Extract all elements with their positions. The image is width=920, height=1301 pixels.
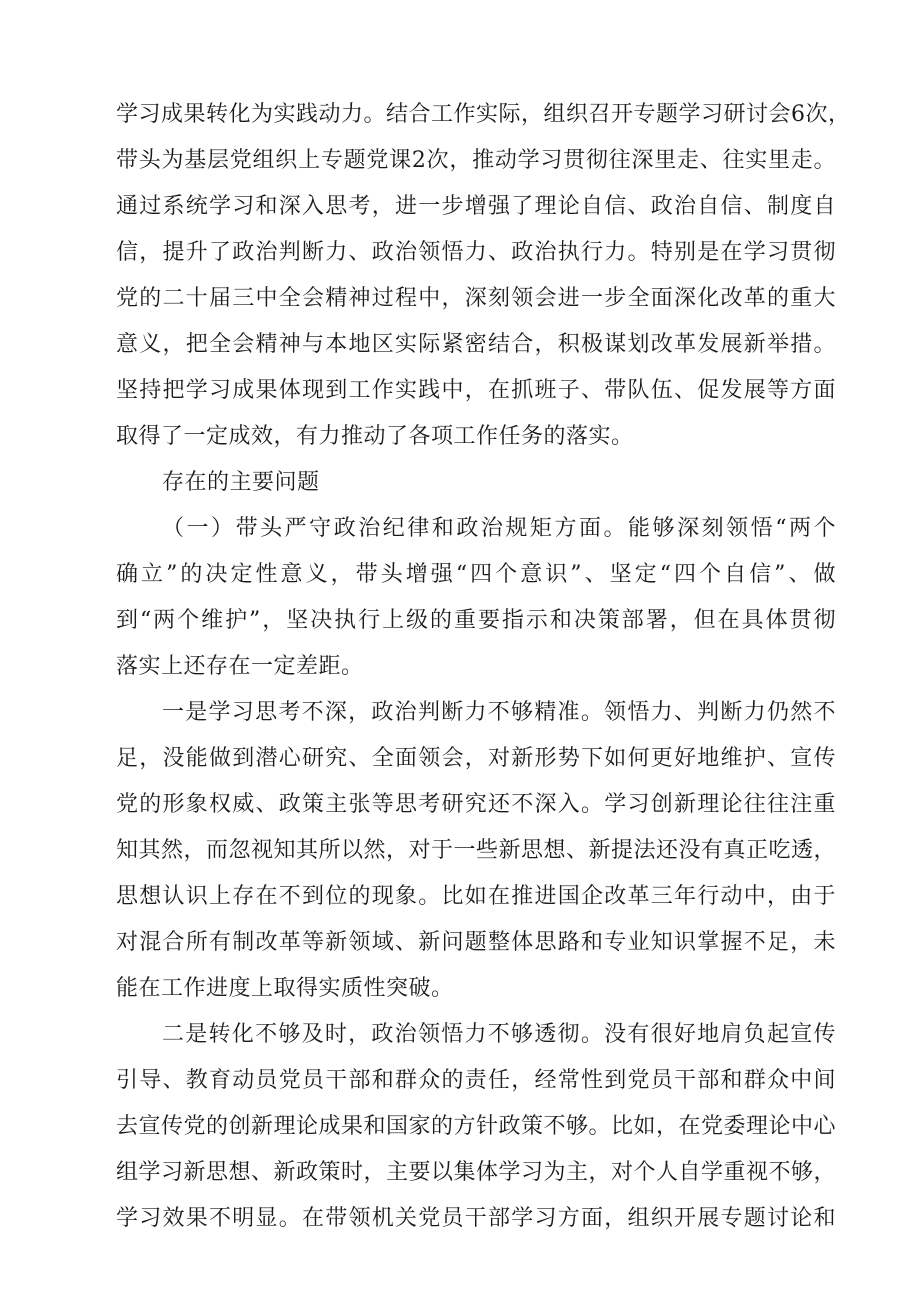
paragraph-first-line: 一是学习思考不深，政治判断力不够精准。领悟力、判断力仍然不 [162, 700, 836, 725]
text-line: 思想认识上存在不到位的现象。比如在推进国企改革三年行动中，由于 [116, 884, 836, 909]
text-line: 信，提升了政治判断力、政治领悟力、政治执行力。特别是在学习贯彻 [116, 240, 836, 265]
text-line: 坚持把学习成果体现到工作实践中，在抓班子、带队伍、促发展等方面 [116, 378, 836, 403]
text-line: 学习成果转化为实践动力。结合工作实际，组织召开专题学习研讨会6次， [116, 102, 851, 127]
text-line: 落实上还存在一定差距。 [116, 654, 364, 679]
text-line: 对混合所有制改革等新领域、新问题整体思路和专业知识掌握不足，未 [116, 930, 836, 955]
text-line: 确立”的决定性意义，带头增强“四个意识”、坚定“四个自信”、做 [116, 562, 836, 587]
text-line: 知其然，而忽视知其所以然，对于一些新思想、新提法还没有真正吃透， [116, 838, 837, 863]
text-line: 能在工作进度上取得实质性突破。 [116, 976, 454, 1001]
text-line: 党的形象权威、政策主张等思考研究还不深入。学习创新理论往往注重 [116, 792, 836, 817]
text-line: 到“两个维护”，坚决执行上级的重要指示和决策部署，但在具体贯彻 [116, 608, 836, 633]
text-line: 取得了一定成效，有力推动了各项工作任务的落实。 [116, 424, 634, 449]
paragraph-first-line: （一）带头严守政治纪律和政治规矩方面。能够深刻领悟“两个 [162, 516, 836, 541]
text-line: 带头为基层党组织上专题党课2次，推动学习贯彻往深里走、往实里走。 [116, 148, 836, 173]
text-line: 引导、教育动员党员干部和群众的责任，经常性到党员干部和群众中间 [116, 1068, 836, 1093]
text-line: 学习效果不明显。在带领机关党员干部学习方面，组织开展专题讨论和 [116, 1206, 836, 1231]
text-line: 意义，把全会精神与本地区实际紧密结合，积极谋划改革发展新举措。 [116, 332, 836, 357]
paragraph-first-line: 二是转化不够及时，政治领悟力不够透彻。没有很好地肩负起宣传 [162, 1022, 836, 1047]
text-line: 通过系统学习和深入思考，进一步增强了理论自信、政治自信、制度自 [116, 194, 836, 219]
text-line: 足，没能做到潜心研究、全面领会，对新形势下如何更好地维护、宣传 [116, 746, 836, 771]
text-line: 党的二十届三中全会精神过程中，深刻领会进一步全面深化改革的重大 [116, 286, 836, 311]
text-line: 去宣传党的创新理论成果和国家的方针政策不够。比如，在党委理论中心 [116, 1114, 837, 1139]
text-line: 组学习新思想、新政策时，主要以集体学习为主，对个人自学重视不够， [116, 1160, 837, 1185]
section-heading: 存在的主要问题 [162, 470, 320, 495]
